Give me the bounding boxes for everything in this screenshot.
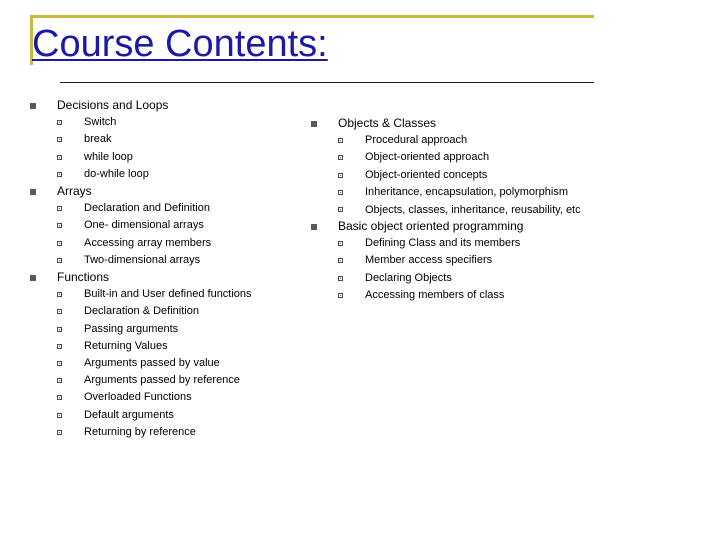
section-bullet-icon — [311, 224, 317, 230]
list-item: Procedural approach — [338, 132, 611, 149]
sub-bullet-icon — [57, 206, 62, 211]
list-item: Declaration & Definition — [57, 303, 290, 320]
section-heading: Functions — [57, 270, 110, 285]
section-bullet-icon — [30, 189, 36, 195]
list-item: do-while loop — [57, 166, 290, 183]
list-item: Returning by reference — [57, 424, 290, 441]
title-divider — [60, 82, 594, 83]
list-item: Declaring Objects — [338, 270, 611, 287]
list-item: Overloaded Functions — [57, 389, 290, 406]
section-functions — [30, 269, 290, 441]
sub-bullet-icon — [338, 190, 343, 195]
sub-bullet-icon — [338, 258, 343, 263]
subitem-list — [57, 286, 290, 441]
section-heading: Objects & Classes — [338, 116, 437, 130]
list-item: Declaration and Definition — [57, 200, 290, 217]
list-item: Accessing array members — [57, 235, 290, 252]
list-item: Objects, classes, inheritance, reusability, etc — [338, 201, 611, 218]
right-column — [311, 115, 611, 304]
section-heading: Arrays — [57, 184, 92, 199]
subitem-list — [338, 235, 611, 304]
section-heading: Basic object oriented programming — [338, 219, 524, 234]
sub-bullet-icon — [57, 137, 62, 142]
subitem-list — [57, 200, 290, 269]
list-item: Two-dimensional arrays — [57, 252, 290, 269]
sub-bullet-icon — [338, 173, 343, 178]
sub-bullet-icon — [57, 309, 62, 314]
list-item: Object-oriented approach — [338, 149, 611, 166]
left-column — [30, 97, 290, 441]
list-item: Default arguments — [57, 407, 290, 424]
list-item: Accessing members of class — [338, 287, 611, 304]
sub-bullet-icon — [57, 395, 62, 400]
sub-bullet-icon — [338, 207, 343, 212]
subitem-list — [57, 114, 290, 183]
list-item: One- dimensional arrays — [57, 217, 290, 234]
list-item: Returning Values — [57, 338, 290, 355]
list-item: break — [57, 131, 290, 148]
list-item: Object-oriented concepts — [338, 167, 611, 184]
sub-bullet-icon — [57, 155, 62, 160]
sub-bullet-icon — [338, 276, 343, 281]
section-arrays — [30, 183, 290, 269]
sub-bullet-icon — [338, 293, 343, 298]
sub-bullet-icon — [57, 258, 62, 263]
list-item: Built-in and User defined functions — [57, 286, 290, 303]
sub-bullet-icon — [57, 413, 62, 418]
slide-title: Course Contents: — [32, 23, 328, 65]
sub-bullet-icon — [57, 361, 62, 366]
list-item: Arguments passed by value — [57, 355, 290, 372]
sub-bullet-icon — [57, 172, 62, 177]
sub-bullet-icon — [57, 120, 62, 125]
list-item: Switch — [57, 114, 290, 131]
list-item: Arguments passed by reference — [57, 372, 290, 389]
sub-bullet-icon — [57, 430, 62, 435]
section-bullet-icon — [30, 275, 36, 281]
list-item: Member access specifiers — [338, 252, 611, 269]
subitem-list — [338, 132, 611, 218]
list-item: Inheritance, encapsulation, polymorphism — [338, 184, 611, 201]
section-bullet-icon — [30, 103, 36, 109]
section-basic-oop — [311, 218, 611, 304]
sub-bullet-icon — [57, 241, 62, 246]
section-objects-and-classes — [311, 115, 611, 218]
sub-bullet-icon — [57, 378, 62, 383]
sub-bullet-icon — [338, 138, 343, 143]
sub-bullet-icon — [57, 327, 62, 332]
sub-bullet-icon — [338, 155, 343, 160]
list-item: Passing arguments — [57, 321, 290, 338]
sub-bullet-icon — [57, 292, 62, 297]
sub-bullet-icon — [57, 223, 62, 228]
section-heading: Decisions and Loops — [57, 98, 169, 112]
title-frame-top — [30, 15, 594, 18]
sub-bullet-icon — [57, 344, 62, 349]
list-item: while loop — [57, 149, 290, 166]
section-bullet-icon — [311, 121, 317, 127]
sub-bullet-icon — [338, 241, 343, 246]
list-item: Defining Class and its members — [338, 235, 611, 252]
section-decisions-and-loops — [30, 97, 290, 183]
